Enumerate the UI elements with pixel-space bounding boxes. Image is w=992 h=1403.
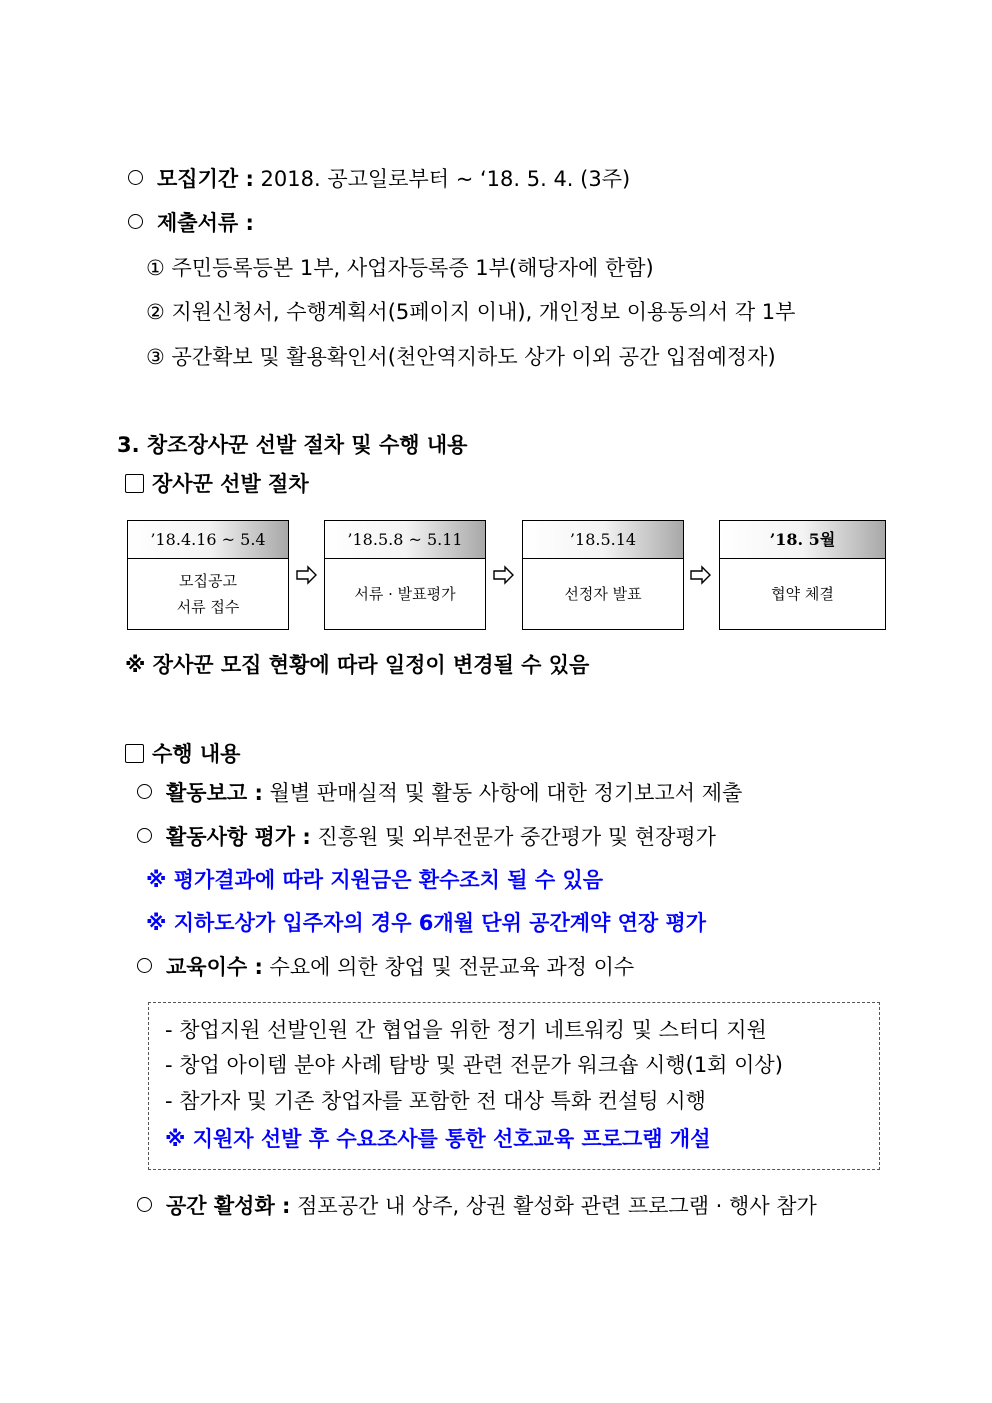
space-activation-line: [137, 1192, 817, 1220]
document-item: ② 지원신청서, 수행계획서(5페이지 이내), 개인정보 이용동의서 각 1부: [146, 300, 796, 324]
education-line: [137, 953, 634, 981]
education-label: 교육이수 :: [166, 955, 263, 979]
flow-step-body: [523, 559, 683, 629]
flow-step-date: ’18. 5월: [720, 521, 885, 559]
flow-step-date: ’18.5.14: [523, 521, 683, 559]
circle-bullet-icon: [137, 1197, 152, 1212]
flow-step-2: [324, 520, 486, 630]
documents-label: 제출서류 :: [157, 211, 254, 235]
circle-bullet-icon: [128, 214, 143, 229]
recruit-period-text: 2018. 공고일로부터 ~ ‘18. 5. 4. (3주): [253, 167, 631, 191]
tasks-title: 수행 내용: [152, 742, 241, 766]
right-arrow-icon: [690, 565, 712, 585]
circle-bullet-icon: [137, 958, 152, 973]
activity-report-text: 월별 판매실적 및 활동 사항에 대한 정기보고서 제출: [262, 781, 743, 805]
eval-note: ※ 지하도상가 입주자의 경우 6개월 단위 공간계약 연장 평가: [146, 911, 707, 935]
flow-step-text: 선정자 발표: [564, 585, 642, 603]
education-item: - 참가자 및 기존 창업자를 포함한 전 대상 특화 컨설팅 시행: [165, 1089, 706, 1113]
flow-step-date: ’18.5.8 ~ 5.11: [325, 521, 485, 559]
eval-note: ※ 평가결과에 따라 지원금은 환수조치 될 수 있음: [146, 868, 604, 892]
flow-step-3: [522, 520, 684, 630]
flow-step-body: [720, 559, 885, 629]
flow-step-date: ’18.4.16 ~ 5.4: [128, 521, 288, 559]
flow-step-4: [719, 520, 886, 630]
section-title: 3. 창조장사꾼 선발 절차 및 수행 내용: [117, 433, 468, 457]
flow-step-text: 모집공고: [179, 572, 237, 590]
flow-step-text: 서류 · 발표평가: [354, 585, 456, 603]
checkbox-square-icon: [125, 744, 144, 763]
activity-eval-text: 진흥원 및 외부전문가 중간평가 및 현장평가: [310, 825, 716, 849]
activity-report-line: [137, 779, 742, 807]
education-text: 수요에 의한 창업 및 전문교육 과정 이수: [262, 955, 635, 979]
flow-step-1: [127, 520, 289, 630]
activity-eval-line: [137, 823, 716, 851]
activity-report-label: 활동보고 :: [166, 781, 263, 805]
document-item: ③ 공간확보 및 활용확인서(천안역지하도 상가 이외 공간 입점예정자): [146, 345, 776, 369]
procedure-heading: [125, 470, 309, 498]
circle-bullet-icon: [137, 784, 152, 799]
circle-bullet-icon: [128, 170, 143, 185]
recruit-period-line: [128, 165, 630, 193]
checkbox-square-icon: [125, 474, 144, 493]
space-activation-text: 점포공간 내 상주, 상권 활성화 관련 프로그램 · 행사 참가: [290, 1194, 817, 1218]
procedure-title: 장사꾼 선발 절차: [152, 472, 309, 496]
flow-step-body: [325, 559, 485, 629]
space-activation-label: 공간 활성화 :: [166, 1194, 291, 1218]
flow-step-text: 협약 체결: [771, 585, 834, 603]
circle-bullet-icon: [137, 828, 152, 843]
right-arrow-icon: [296, 565, 318, 585]
document-item: ① 주민등록등본 1부, 사업자등록증 1부(해당자에 한함): [146, 256, 654, 280]
education-item: - 창업지원 선발인원 간 협업을 위한 정기 네트워킹 및 스터디 지원: [165, 1018, 767, 1042]
schedule-note: ※ 장사꾼 모집 현황에 따라 일정이 변경될 수 있음: [125, 653, 590, 677]
tasks-heading: [125, 740, 240, 768]
documents-line: [128, 209, 254, 237]
flow-step-text: 서류 접수: [176, 598, 240, 616]
activity-eval-label: 활동사항 평가 :: [166, 825, 311, 849]
right-arrow-icon: [493, 565, 515, 585]
flow-step-body: [128, 559, 288, 629]
education-item: - 창업 아이템 분야 사례 탐방 및 관련 전문가 워크숍 시행(1회 이상): [165, 1053, 783, 1077]
recruit-period-label: 모집기간 :: [157, 167, 254, 191]
education-note: ※ 지원자 선발 후 수요조사를 통한 선호교육 프로그램 개설: [165, 1127, 711, 1151]
